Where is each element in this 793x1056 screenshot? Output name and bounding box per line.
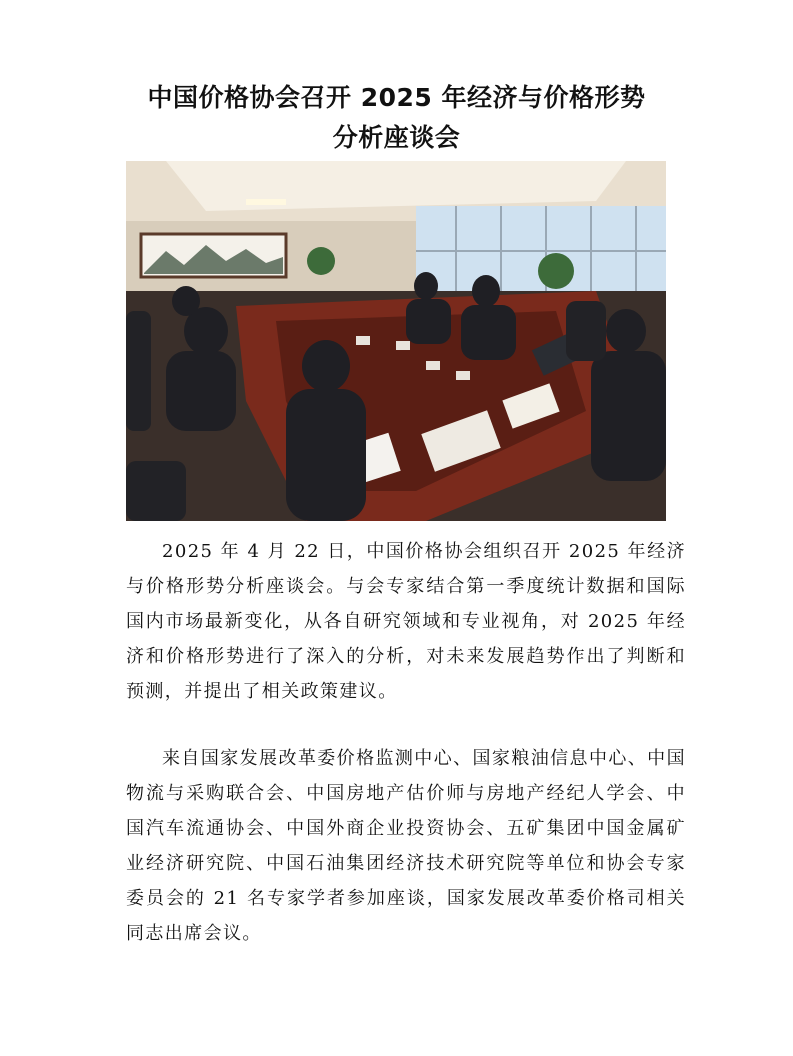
paragraph-1: 2025 年 4 月 22 日，中国价格协会组织召开 2025 年经济与价格形势分析座谈会。与会专家结合第一季度统计数据和国际国内市场最新变化，从各自研究领域和专业视角，对 2025 年经济和价格形势进行了深入的分析，对未来发展趋势作出了判断和预测，并提出了相关政策建议。 (126, 541, 686, 702)
ceiling-light (246, 199, 286, 205)
article-title-line2: 分析座谈会 (332, 123, 461, 152)
meeting-photo (126, 161, 666, 521)
plant (538, 253, 574, 289)
paragraph-2: 来自国家发展改革委价格监测中心、国家粮油信息中心、中国物流与采购联合会、中国房地产估价师与房地产经纪人学会、中国汽车流通协会、中国外商企业投资协会、五矿集团中国金属矿业经济研究院、中国石油集团经济技术研究院等单位和协会专家委员会的 21 名专家学者参加座谈，国家发展改革委价格司相关同志出席会议。 (126, 748, 686, 944)
window (416, 206, 666, 301)
meeting-photo-illustration (126, 161, 666, 521)
plant (307, 247, 335, 275)
article-title-line1: 中国价格协会召开 2025 年经济与价格形势 (147, 83, 646, 112)
